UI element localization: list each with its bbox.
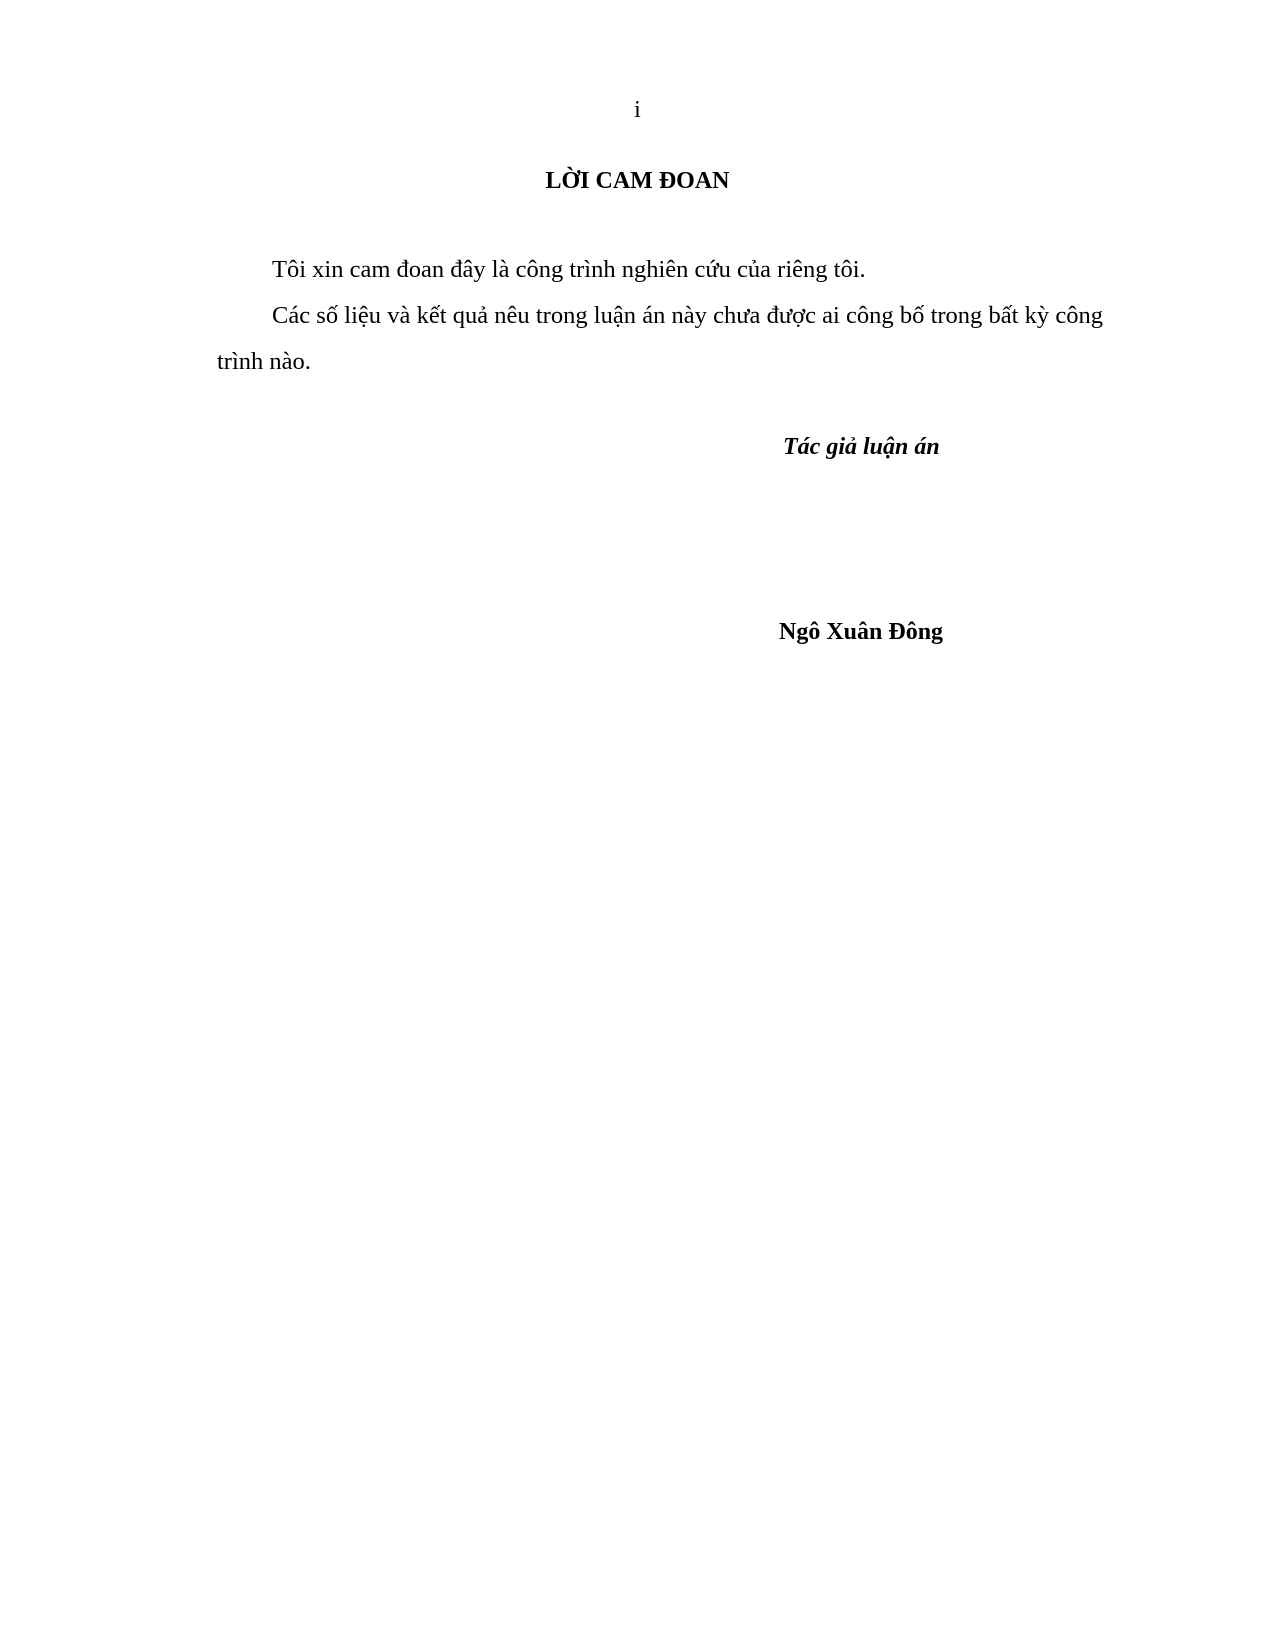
page-title: LỜI CAM ĐOAN: [545, 168, 730, 194]
declaration-body: [217, 247, 1103, 385]
page-number: i: [634, 97, 641, 123]
author-label: Tác giả luận án: [783, 434, 940, 460]
author-name: Ngô Xuân Đông: [779, 619, 944, 645]
declaration-paragraph: Tôi xin cam đoan đây là công trình nghiên cứu của riêng tôi.: [272, 256, 866, 283]
declaration-paragraph: Các số liệu và kết quả nêu trong luận án này chưa được ai công bố trong bất kỳ công trình nào.: [217, 302, 1103, 375]
